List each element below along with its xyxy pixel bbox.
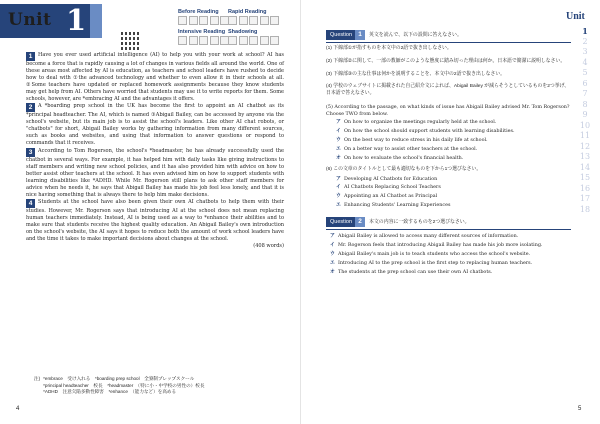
side-index-unit-4[interactable]: 4 [582, 57, 588, 67]
question-item [326, 84, 571, 98]
option-text: Abigail Bailey is allowed to access many different sources of information. [338, 233, 519, 240]
option-key: ア [336, 119, 341, 125]
progress-label: Intensive Reading [178, 29, 226, 35]
paragraph [26, 199, 284, 243]
side-index-unit-3[interactable]: 3 [582, 47, 588, 56]
option-text: On a better way to assist other teachers at the school. [344, 145, 478, 152]
side-index-unit-1[interactable]: 1 [582, 26, 588, 36]
progress-checkboxes[interactable] [178, 16, 229, 25]
side-index-unit-7[interactable]: 7 [582, 89, 588, 98]
side-index-unit-2[interactable]: 2 [582, 36, 588, 46]
option-text: Developing AI Chatbots for Education [344, 175, 438, 182]
answer-option[interactable] [336, 146, 571, 154]
progress-label: Before Reading [178, 9, 219, 15]
option-text: On how to organize the meetings regularly held at the school. [344, 118, 497, 125]
question-divider [326, 42, 571, 43]
item-number: (1) [326, 46, 332, 51]
question-item [326, 104, 571, 118]
side-index-unit-17[interactable]: 17 [579, 194, 591, 203]
note-line: *embrace 受け入れる *boarding prep school 全寮制プレップスクール [43, 376, 195, 381]
option-key: ウ [336, 137, 341, 143]
side-index-unit-9[interactable]: 9 [582, 110, 588, 119]
item-number: (5) [326, 103, 333, 110]
option-key: エ [336, 203, 341, 209]
answer-option[interactable] [330, 233, 571, 241]
unit-label: Unit [8, 10, 52, 30]
progress-checkboxes[interactable] [228, 36, 279, 45]
option-key: エ [336, 146, 341, 152]
question-2-header [326, 217, 571, 227]
item-number: (6) [326, 167, 332, 173]
progress-rapid-reading [228, 9, 279, 25]
option-key: ア [336, 176, 341, 182]
answer-option[interactable] [336, 193, 571, 201]
item-number: (4) [326, 84, 332, 90]
question-item [326, 46, 571, 53]
item-text: According to the passage, on what kinds of issue has Abigail Bailey advised Mr. Tom Rogerson? Choose TWO from below. [326, 103, 570, 117]
paragraph-number: 4 [26, 199, 35, 208]
page-gutter [300, 0, 301, 424]
word-count: (408 words) [253, 243, 284, 250]
notes-label: 注) [34, 376, 41, 381]
question-label: Question [326, 30, 355, 40]
side-index-unit-18[interactable]: 18 [579, 204, 591, 214]
side-index-unit-11[interactable]: 11 [579, 131, 591, 140]
option-key: オ [336, 155, 341, 161]
item-number: (2) [326, 58, 332, 64]
note-line: *ADHD 注意欠陥多動性障害 *enhance （能力など）を高める [43, 389, 177, 395]
answer-option[interactable] [330, 242, 571, 250]
side-index-unit-10[interactable]: 10 [579, 120, 591, 130]
option-text: On how the school should support students with learning disabilities. [344, 127, 515, 134]
progress-intensive-reading [178, 29, 229, 45]
note-line: *principal headteacher 校長 *headmaster （特に小・中学校の男性の）校長 [43, 382, 205, 388]
question-divider [326, 229, 571, 230]
paragraph [26, 103, 284, 147]
question-item [326, 59, 571, 66]
side-index-unit-13[interactable]: 13 [579, 152, 591, 161]
reading-passage [26, 52, 284, 250]
paragraph-text: Have you ever used artificial intelligence (AI) to help you with your work at school? AI has become a force that is rapidly causing a lot of changes in various fields all around the world. One of these areas most affected by AI is education, as teachers and school leaders have rushed to decide how to deal with ①the advanced technology and whether to even allow it in their schools at all. ②Some teachers have updated or replaced homework assignments because they know students may get help from AI. Others have worried that students may use it to write reports for them. Some schools, however, are *embracing AI and the advantages it offers. [26, 52, 284, 103]
question-title: 本文の内容に一致するものを2つ選びなさい。 [369, 220, 470, 226]
side-index-unit-5[interactable]: 5 [582, 68, 588, 77]
option-key: ア [330, 234, 335, 240]
option-text: Appointing an AI Chatbot as Principal [344, 193, 438, 200]
progress-checkboxes[interactable] [228, 16, 279, 25]
question-item [326, 72, 571, 79]
paragraph-text: Students at the school have also been given their own AI chatbots to help them with their studies. However, Mr. Rogerson says that introducing AI at the school does not mean replacing human teachers immediately. Instead, AI is being used as a way to *enhance their abilities and to make sure that students receive the highest quality education. An Abigail Bailey's own introduction on the school's website, the AI says it hopes to reduce both the amount of work school leaders have and the time it takes to make important decisions about changes at the school. [26, 198, 284, 242]
side-index-unit-15[interactable]: 15 [579, 173, 591, 182]
option-key: オ [330, 269, 335, 275]
option-text: On how to evaluate the school's financial health. [344, 154, 464, 161]
item-number: (3) [326, 71, 332, 77]
paragraph-text: According to Tom Rogerson, the school's *headmaster, he has already successfully used the chatbot in several ways. For example, it has helped him with daily tasks like giving instructions to staff members and writing new school policies, and it has also provided him with advice on how to better assist other teachers at the school. It has even advised him on how to support students with learning disabilities like *ADHD. While Mr. Rogerson still plans to ask other staff members for advice when he needs it, he says that Abigail Bailey has made his job feel less lonely, and that it is nice having something that is always there to help him make decisions. [26, 147, 284, 198]
side-index-unit-12[interactable]: 12 [579, 141, 591, 151]
option-key: ウ [336, 194, 341, 200]
option-key: イ [330, 243, 335, 248]
unit-number: 1 [66, 3, 87, 37]
answer-option[interactable] [336, 155, 571, 163]
answer-option[interactable] [336, 184, 571, 192]
item-text: この文章のタイトルとして最も適切なものを下から1つ選びなさい。 [333, 167, 482, 173]
item-text: 下線部①が指すものを本文中の2語で抜き出しなさい。 [333, 46, 452, 51]
answer-option[interactable] [336, 202, 571, 210]
answer-option[interactable] [336, 137, 571, 145]
question-1-header [326, 30, 571, 40]
question-title: 英文を読んで、以下の設問に答えなさい。 [369, 33, 462, 38]
progress-label: Rapid Reading [228, 9, 267, 15]
paragraph-text: A *boarding prep school in the UK has become the first to appoint an AI chatbot as its *principal headteacher. The AI, which is named ③Abigail Bailey, can be accessed by anyone via the school's website, but its main job is to assist the school's leaders. Like other AI chat robots, or "chatbots" for short, Abigail Bailey works by gathering information from many different sources, such as books and websites, and using that information to answer questions or respond to commands that it receives. [26, 103, 284, 147]
paragraph-number: 2 [26, 103, 35, 112]
progress-before-reading [178, 9, 229, 25]
page-number-left: 4 [16, 406, 20, 412]
paragraph-number: 3 [26, 148, 35, 157]
progress-label: Shadowing [228, 29, 258, 35]
unit-banner-accent [90, 4, 102, 38]
option-key: イ [336, 128, 341, 134]
questions-panel [326, 30, 571, 278]
side-index-title: Unit [566, 11, 585, 22]
progress-checkboxes[interactable] [178, 36, 229, 45]
answer-option[interactable] [330, 251, 571, 259]
question-label: Question [326, 217, 355, 227]
side-index-unit-16[interactable]: 16 [579, 183, 591, 193]
option-text: Mr. Rogerson feels that introducing Abigail Bailey has made his job more isolating. [338, 242, 543, 248]
side-index [575, 26, 595, 215]
option-text: On the best way to reduce stress in his daily life at school. [344, 136, 488, 143]
answer-option[interactable] [330, 269, 571, 277]
option-text: The students at the prep school can use their own AI chatbots. [338, 268, 493, 275]
option-key: エ [330, 260, 335, 266]
option-text: Introducing AI to the prep school is the first step to replacing human teachers. [338, 259, 533, 266]
vocabulary-notes [34, 376, 284, 396]
item-text: 下線部③の主な仕事は何かを説明することを、本文中の2語で抜き出しなさい。 [333, 71, 506, 77]
side-index-unit-6[interactable]: 6 [582, 78, 588, 88]
progress-shadowing [228, 29, 279, 45]
question-item [326, 167, 571, 174]
question-number: 1 [355, 30, 365, 40]
option-key: ウ [330, 251, 335, 257]
side-index-unit-8[interactable]: 8 [582, 99, 588, 109]
side-index-unit-14[interactable]: 14 [579, 162, 591, 172]
option-text: AI Chatbots Replacing School Teachers [344, 184, 441, 191]
answer-option[interactable] [330, 260, 571, 268]
option-key: イ [336, 185, 341, 191]
page-number-right: 5 [578, 406, 582, 412]
paragraph [26, 52, 284, 103]
item-text: 学校のウェブサイトに掲載された自己紹介文によれば、Abigail Bailey が減らそうとしているものを2つ挙げ、日本語で答えなさい。 [326, 84, 570, 96]
question-number: 2 [355, 217, 365, 227]
option-text: Enhancing Students' Learning Experiences [344, 202, 451, 209]
option-text: Abigail Bailey's main job is to teach students who access the school's website. [338, 250, 531, 257]
paragraph-number: 1 [26, 52, 35, 61]
answer-option[interactable] [336, 128, 571, 136]
answer-option[interactable] [336, 119, 571, 127]
qr-code-overlay [121, 30, 141, 50]
paragraph [26, 148, 284, 199]
item-text: 下線部②に関して、一部の教師がこのような態度に踏み切った理由は何か。日本語で簡潔に説明しなさい。 [333, 58, 566, 64]
answer-option[interactable] [336, 176, 571, 184]
